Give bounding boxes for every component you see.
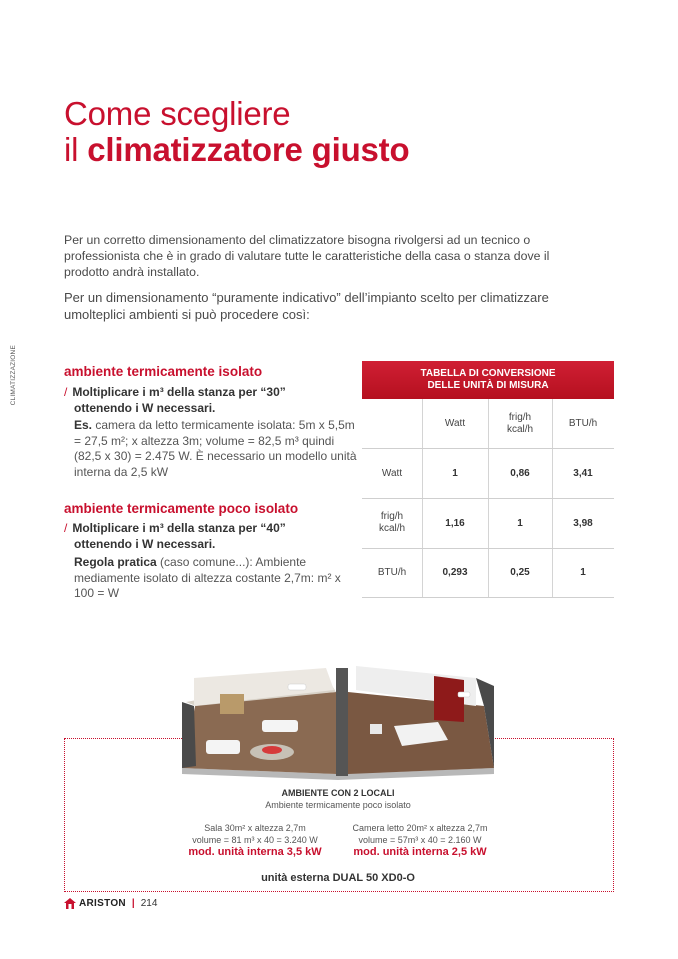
example-title: AMBIENTE CON 2 LOCALI xyxy=(281,788,395,798)
example-subtitle: Ambiente termicamente poco isolato xyxy=(265,800,411,810)
isolated-rule: / Moltiplicare i m³ della stanza per “30” ottenendo i W necessari. xyxy=(64,385,286,415)
footer xyxy=(64,898,157,909)
footer-separator: | xyxy=(131,898,135,909)
sofa xyxy=(262,720,298,732)
table-cell: 0,25 xyxy=(510,567,530,578)
red-feature-wall xyxy=(434,676,464,722)
example-box-bottom-border xyxy=(64,891,612,892)
table-cell: 1 xyxy=(517,517,523,529)
table-cell: 1,16 xyxy=(445,517,465,529)
bedroom-calc: Camera letto 20m² x altezza 2,7m volume = 57m³ x 40 = 2.160 W mod. unità interna 2,5 kW xyxy=(325,822,515,858)
table-cell: 3,41 xyxy=(573,467,593,479)
table-cell: 3,98 xyxy=(573,517,593,529)
room-divider xyxy=(336,668,348,776)
rule-slash: / xyxy=(64,521,68,535)
nightstand xyxy=(370,724,382,734)
table-cell: 0,293 xyxy=(442,567,468,578)
indoor-unit xyxy=(458,692,470,697)
row-header-watt: Watt xyxy=(381,467,403,479)
living-room-model: mod. unità interna 3,5 kW xyxy=(188,846,322,858)
conversion-table xyxy=(362,399,614,599)
conversion-table-header: TABELLA DI CONVERSIONE DELLE UNITÀ DI MISURA xyxy=(362,361,614,399)
brand-name: ARISTON xyxy=(79,898,126,909)
col-header-watt: Watt xyxy=(444,418,466,429)
page-number: 214 xyxy=(140,898,158,909)
two-room-house-illustration xyxy=(176,662,500,782)
col-header-btu: BTU/h xyxy=(568,418,598,429)
living-side-wall xyxy=(182,702,196,768)
indoor-unit xyxy=(288,684,306,690)
isolated-example: Es. camera da letto termicamente isolata: 5m x 5,5m = 27,5 m²; x altezza 3m; volume = 82,5 m³ quindi (82,5 x 30) = 2.475 W. È necessario un modello unità interna da 2,5 kW xyxy=(74,418,357,479)
living-room-calc: Sala 30m² x altezza 2,7m volume = 81 m³ x 40 = 3.240 W mod. unità interna 3,5 kW xyxy=(160,822,350,858)
poorly-isolated-section-title: ambiente termicamente poco isolato xyxy=(64,501,299,516)
sofa xyxy=(206,740,240,754)
wall-art xyxy=(220,694,244,714)
poorly-isolated-example: Regola pratica (caso comune...): Ambiente mediamente isolato di altezza costante 2,7m: m² x 100 = W xyxy=(74,555,341,600)
intro-paragraph-2: Per un dimensionamento “puramente indicativo” dell’impianto scelto per climatizzare umolteplici ambienti si può procedere così: xyxy=(64,290,549,322)
table-cell: 1 xyxy=(580,567,586,578)
title-line1: Come scegliere xyxy=(64,95,291,132)
table-cell: 1 xyxy=(452,467,458,479)
row-header-frig: frig/h kcal/h xyxy=(378,511,406,534)
table-cell: 0,86 xyxy=(510,467,530,479)
isolated-section-title: ambiente termicamente isolato xyxy=(64,364,263,379)
rule-slash: / xyxy=(64,385,68,399)
table-divider xyxy=(362,597,614,598)
external-unit: unità esterna DUAL 50 XD0-O xyxy=(261,872,415,884)
bedroom-model: mod. unità interna 2,5 kW xyxy=(353,846,487,858)
col-header-frig: frig/h kcal/h xyxy=(506,411,534,435)
ariston-logo-icon xyxy=(64,898,76,909)
red-pouf xyxy=(262,746,282,754)
poorly-isolated-rule: / Moltiplicare i m³ della stanza per “40” ottenendo i W necessari. xyxy=(64,521,286,551)
intro-paragraph-1: Per un corretto dimensionamento del climatizzatore bisogna rivolgersi ad un tecnico o professionista che è in grado di valutare tutte le caratteristiche della casa o stanza dove il prodotto andrà installato. xyxy=(64,233,550,279)
row-header-btu: BTU/h xyxy=(377,567,407,578)
title-line2: il climatizzatore giusto xyxy=(64,131,410,168)
page-title xyxy=(64,96,409,168)
side-section-label: CLIMATIZZAZIONE xyxy=(10,345,17,406)
